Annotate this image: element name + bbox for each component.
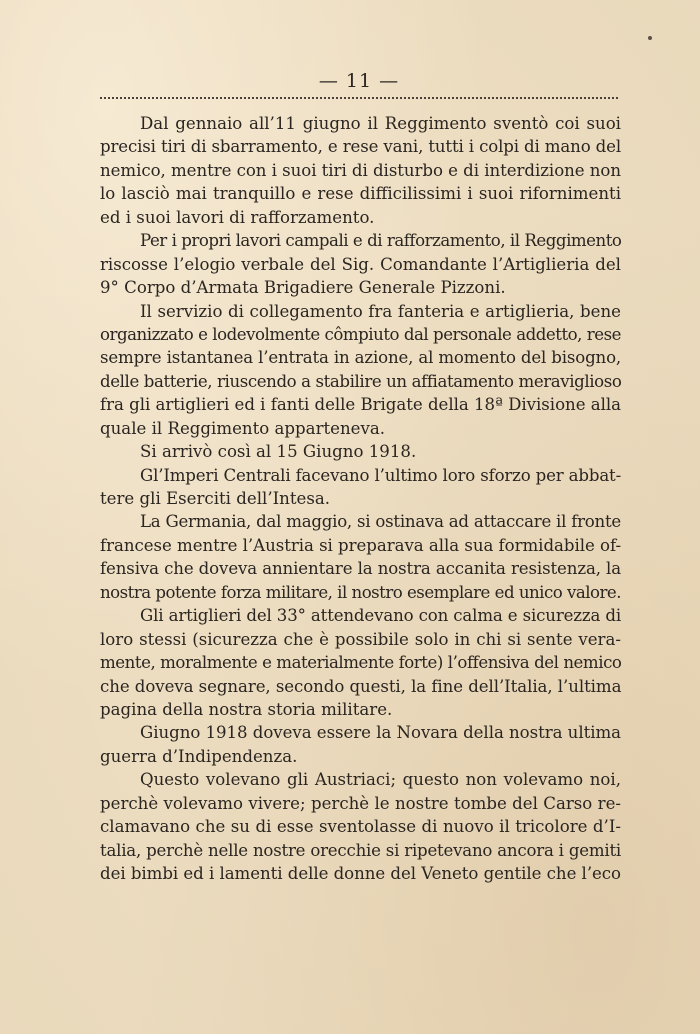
text-line: mente, moralmente e materialmente forte) l’offensiva del nemico (100, 653, 622, 673)
text-line: nostra potente forza militare, il nostro esemplare ed unico valore. (100, 582, 622, 602)
text-line: Per i propri lavori campali e di rafforzamento, il Reggimento (140, 231, 622, 251)
text-line: pagina della nostra storia militare. (100, 699, 393, 719)
text-line: tere gli Eserciti dell’Intesa. (100, 489, 331, 508)
text-line: fensiva che doveva annientare la nostra accanita resistenza, la (100, 559, 621, 579)
text-line: ed i suoi lavori di rafforzamento. (100, 207, 375, 227)
header-divider (100, 97, 618, 99)
text-line: Gl’Imperi Centrali facevano l’ultimo loro sforzo per abbat- (140, 465, 622, 485)
text-line: guerra d’Indipendenza. (100, 746, 298, 766)
text-line: clamavano che su di esse sventolasse di nuovo il tricolore d’I- (100, 817, 621, 837)
text-line: precisi tiri di sbarramento, e rese vani, tutti i colpi di mano del (100, 137, 622, 157)
text-line: Si arrivò così al 15 Giugno 1918. (140, 442, 417, 462)
body-text (100, 112, 621, 885)
text-line: sempre istantanea l’entrata in azione, al momento del bisogno, (100, 348, 622, 368)
page-number: — 11 — (318, 70, 400, 92)
text-line: che doveva segnare, secondo questi, la fine dell’Italia, l’ultima (100, 676, 622, 696)
text-line: Giugno 1918 doveva essere la Novara della nostra ultima (140, 723, 621, 743)
text-line: Il servizio di collegamento fra fanteria e artiglieria, bene (140, 301, 621, 321)
text-line: loro stessi (sicurezza che è possibile solo in chi si sente vera- (100, 629, 621, 649)
text-line: delle batterie, riuscendo a stabilire un affiatamento meraviglioso (100, 371, 622, 391)
text-line: francese mentre l’Austria si preparava alla sua formidabile of- (100, 535, 622, 555)
text-line: Questo volevano gli Austriaci; questo non volevamo noi, (140, 770, 621, 790)
text-line: lo lasciò mai tranquillo e rese difficilissimi i suoi rifornimenti (100, 184, 621, 204)
text-line: organizzato e lodevolmente cômpiuto dal personale addetto, rese (100, 324, 621, 344)
text-line: nemico, mentre con i suoi tiri di disturbo e di interdizione non (100, 160, 621, 180)
paper-speck (648, 36, 652, 40)
text-line: Dal gennaio all’11 giugno il Reggimento sventò coi suoi (140, 114, 621, 133)
text-line: perchè volevamo vivere; perchè le nostre tombe del Carso re- (100, 793, 621, 813)
text-line: quale il Reggimento apparteneva. (100, 418, 386, 438)
text-line: talia, perchè nelle nostre orecchie si ripetevano ancora i gemiti (100, 840, 621, 860)
text-line: 9° Corpo d’Armata Brigadiere Generale Pizzoni. (100, 278, 506, 298)
text-line: dei bimbi ed i lamenti delle donne del Veneto gentile che l’eco (100, 864, 621, 883)
text-line: fra gli artiglieri ed i fanti delle Brigate della 18ª Divisione alla (100, 395, 622, 415)
text-line: riscosse l’elogio verbale del Sig. Comandante l’Artiglieria del (100, 254, 621, 274)
text-line: La Germania, dal maggio, si ostinava ad attaccare il fronte (140, 512, 621, 532)
text-line: Gli artiglieri del 33° attendevano con calma e sicurezza di (140, 606, 622, 626)
